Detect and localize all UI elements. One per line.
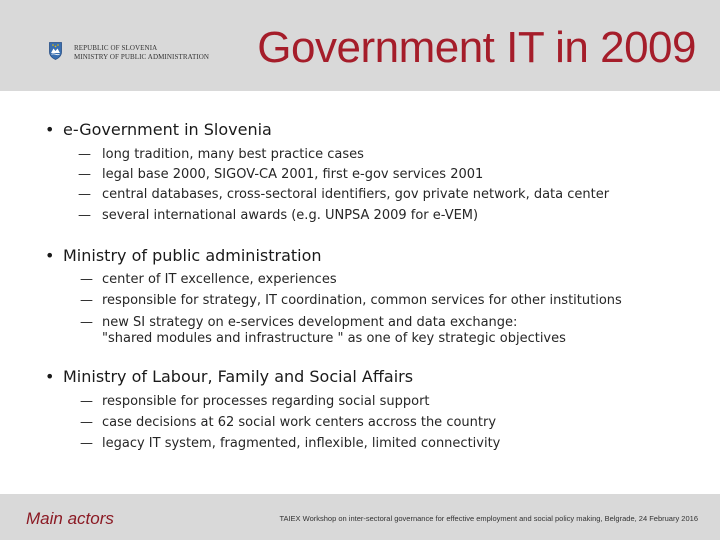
org-line-1: REPUBLIC OF SLOVENIA: [74, 44, 158, 52]
list-item-text: several international awards (e.g. UNPSA 2009 for e-VEM): [102, 208, 479, 223]
dash-icon: —: [80, 315, 93, 330]
dash-icon: —: [78, 208, 91, 223]
list-item-text: long tradition, many best practice cases: [102, 147, 364, 162]
org-line-2: MINISTRY OF PUBLIC ADMINISTRATION: [74, 53, 210, 61]
list-item-text: center of IT excellence, experiences: [102, 272, 337, 287]
list-item-text: responsible for processes regarding social support: [102, 394, 430, 409]
dash-icon: —: [80, 272, 93, 287]
section-ministry-labour-heading: [45, 367, 413, 387]
slovenia-coat-of-arms-icon: [49, 42, 62, 60]
section-heading: e-Government in Slovenia: [63, 120, 272, 139]
list-item-text: case decisions at 62 social work centers accross the country: [102, 415, 497, 430]
list-item-text: legal base 2000, SIGOV-CA 2001, first e-gov services 2001: [102, 167, 484, 182]
list-item-text: responsible for strategy, IT coordination, common services for other institutions: [102, 293, 622, 308]
dash-icon: —: [80, 436, 93, 451]
dash-icon: —: [78, 187, 91, 202]
list-item-text: central databases, cross-sectoral identifiers, gov private network, data center: [102, 187, 610, 202]
bullet-icon: •: [45, 246, 55, 265]
dash-icon: —: [78, 147, 91, 162]
section-egovernment-heading: [45, 120, 272, 140]
bullet-icon: •: [45, 120, 55, 139]
dash-icon: —: [80, 293, 93, 308]
list-item-text: "shared modules and infrastructure " as one of key strategic objectives: [102, 331, 566, 346]
section-ministry-public-administration-heading: [45, 246, 322, 266]
section-heading: Ministry of public administration: [63, 246, 322, 265]
dash-icon: —: [80, 394, 93, 409]
footer-label: Main actors: [26, 509, 114, 528]
page-title: Government IT in 2009: [257, 23, 696, 72]
list-item-text: legacy IT system, fragmented, inflexible, limited connectivity: [102, 436, 501, 451]
footer-text: TAIEX Workshop on inter-sectoral governance for effective employment and social policy making, Belgrade, 24 February 2016: [279, 514, 698, 523]
organization-name: [74, 44, 209, 62]
bullet-icon: •: [45, 367, 55, 386]
list-item-text: new SI strategy on e-services development and data exchange:: [102, 315, 518, 330]
dash-icon: —: [80, 415, 93, 430]
section-heading: Ministry of Labour, Family and Social Affairs: [63, 367, 414, 386]
dash-icon: —: [78, 167, 91, 182]
